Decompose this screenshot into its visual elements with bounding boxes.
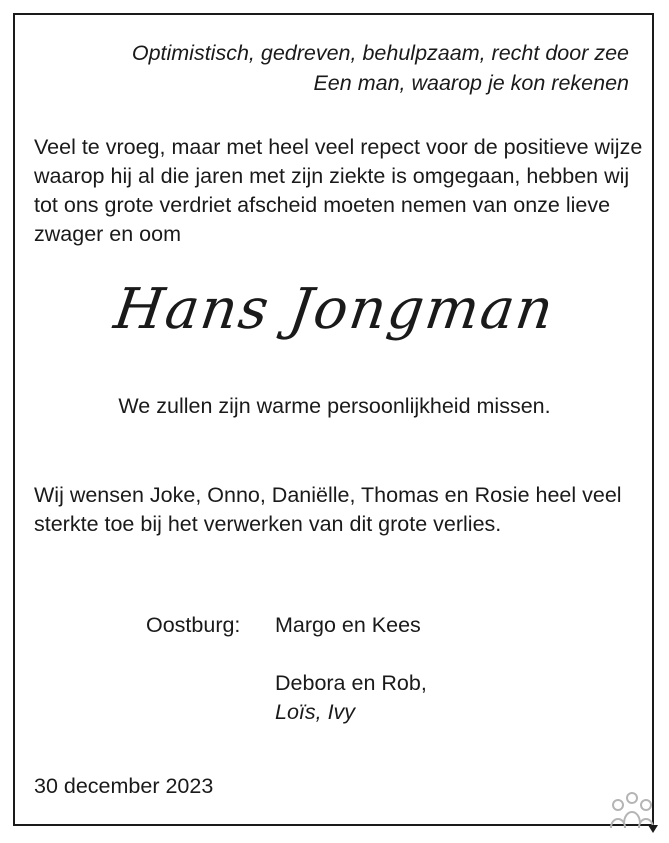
intro-paragraph: Veel te vroeg, maar met heel veel repect voor de positieve wijze waarop hij al die jaren met zijn ziekte is omgegaan, hebben wij tot ons grote verdriet afscheid moeten nemen van onze lieve zwager en oom: [34, 135, 643, 246]
signatory-place: Oostburg:: [146, 613, 241, 637]
missen-line: We zullen zijn warme persoonlijkheid missen.: [118, 394, 551, 418]
signatory-names-1: Margo en Kees: [275, 613, 421, 637]
deceased-name: Hans Jongman: [110, 277, 559, 342]
people-family-icon: [606, 788, 658, 838]
motto-line-2: Een man, waarop je kon rekenen: [313, 71, 629, 95]
motto-line-1: Optimistisch, gedreven, behulpzaam, recht door zee: [131, 41, 629, 65]
signatory-names-2: Debora en Rob,: [275, 671, 427, 695]
motto: [132, 38, 629, 98]
notice-date: 30 december 2023: [34, 774, 214, 798]
wishes-paragraph: Wij wensen Joke, Onno, Daniëlle, Thomas en Rosie heel veel sterkte toe bij het verwerken van dit grote verlies.: [34, 483, 622, 536]
signatory-names-3: Loïs, Ivy: [275, 700, 356, 724]
